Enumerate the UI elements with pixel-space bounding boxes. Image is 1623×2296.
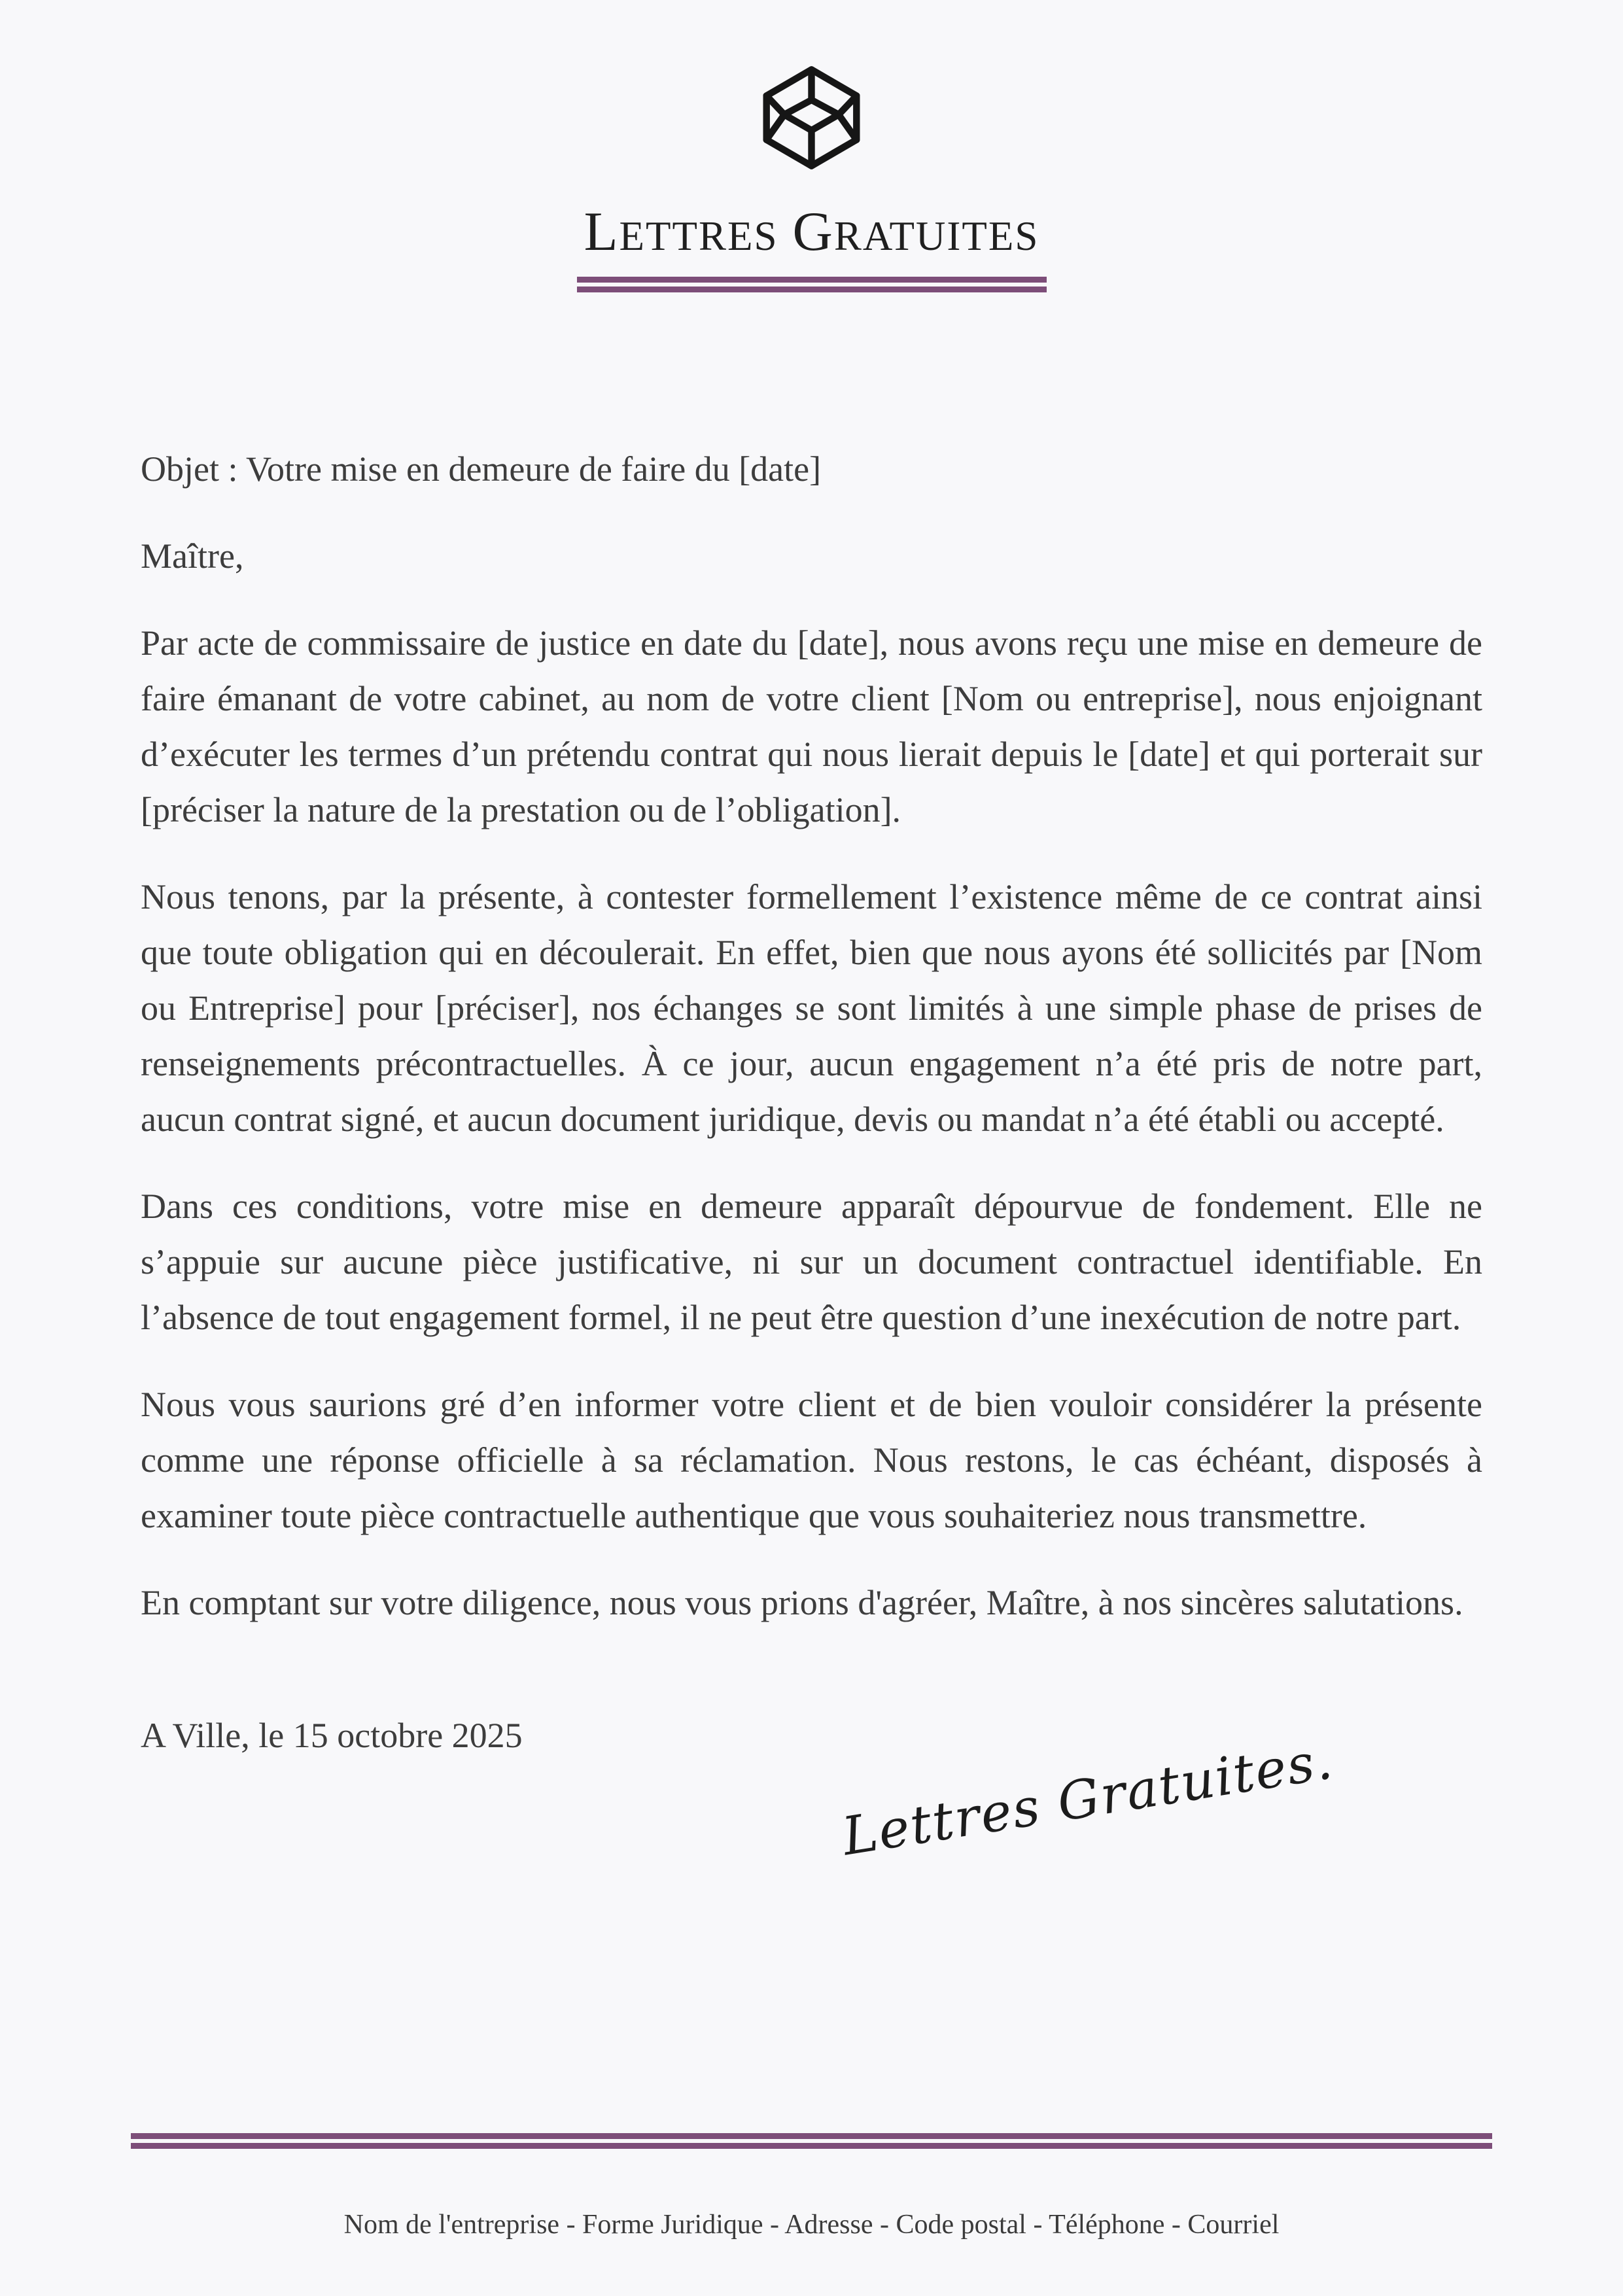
rule-bar-bottom	[577, 287, 1047, 292]
letter-body	[0, 292, 1623, 1764]
paragraph-4: Nous vous saurions gré d’en informer votre client et de bien vouloir considérer la présente comme une réponse officielle à sa réclamation. Nous restons, le cas échéant, disposés à examiner toute pièce contractuelle authentique que vous souhaiteriez nous transmettre.	[141, 1385, 1482, 1535]
rule-bar-top	[131, 2133, 1492, 2139]
paragraph-1: Par acte de commissaire de justice en date du [date], nous avons reçu une mise en demeure de faire émanant de votre cabinet, au nom de votre client [Nom ou entreprise], nous enjoignant d’exécuter les termes d’un prétendu contrat qui nous lierait depuis le [date] et qui porterait sur [préciser la nature de la prestation ou de l’obligation].	[141, 623, 1482, 829]
header-double-rule	[577, 277, 1047, 292]
salutation: Maître,	[141, 536, 244, 576]
brand-rest: RATUITES	[833, 213, 1039, 259]
date-line: A Ville, le 15 octobre 2025	[141, 1716, 523, 1755]
company-info-line: Nom de l'entreprise - Forme Juridique - Adresse - Code postal - Téléphone - Courriel	[343, 2210, 1280, 2240]
brand-rest: ETTRES	[619, 213, 778, 259]
rule-bar-bottom	[131, 2143, 1492, 2149]
rule-bar-top	[577, 277, 1047, 283]
brand-title	[584, 201, 1039, 262]
subject-line: Objet : Votre mise en demeure de faire du [date]	[141, 449, 822, 489]
brand-initial: G	[792, 201, 834, 262]
letter-footer	[0, 2133, 1623, 2296]
paragraph-5: En comptant sur votre diligence, nous vous prions d'agréer, Maître, à nos sincères salutations.	[141, 1583, 1463, 1622]
brand-initial: L	[584, 201, 620, 262]
handwritten-signature: Lettres Gratuites.	[838, 1730, 1338, 1868]
paragraph-3: Dans ces conditions, votre mise en demeure apparaît dépourvue de fondement. Elle ne s’appuie sur aucune pièce justificative, ni sur un document contractuel identifiable. En l’absence de tout engagement formel, il ne peut être question d’une inexécution de notre part.	[141, 1187, 1482, 1337]
cube-wireframe-icon	[758, 65, 865, 170]
footer-double-rule	[131, 2133, 1492, 2149]
paragraph-2: Nous tenons, par la présente, à contester formellement l’existence même de ce contrat ainsi que toute obligation qui en découlerait. En effet, bien que nous ayons été sollicités par [Nom ou Entreprise] pour [préciser], nos échanges se sont limités à une simple phase de prises de renseignements précontractuelles. À ce jour, aucun engagement n’a été pris de notre part, aucun contrat signé, et aucun document juridique, devis ou mandat n’a été établi ou accepté.	[141, 877, 1482, 1139]
letterhead	[0, 0, 1623, 292]
